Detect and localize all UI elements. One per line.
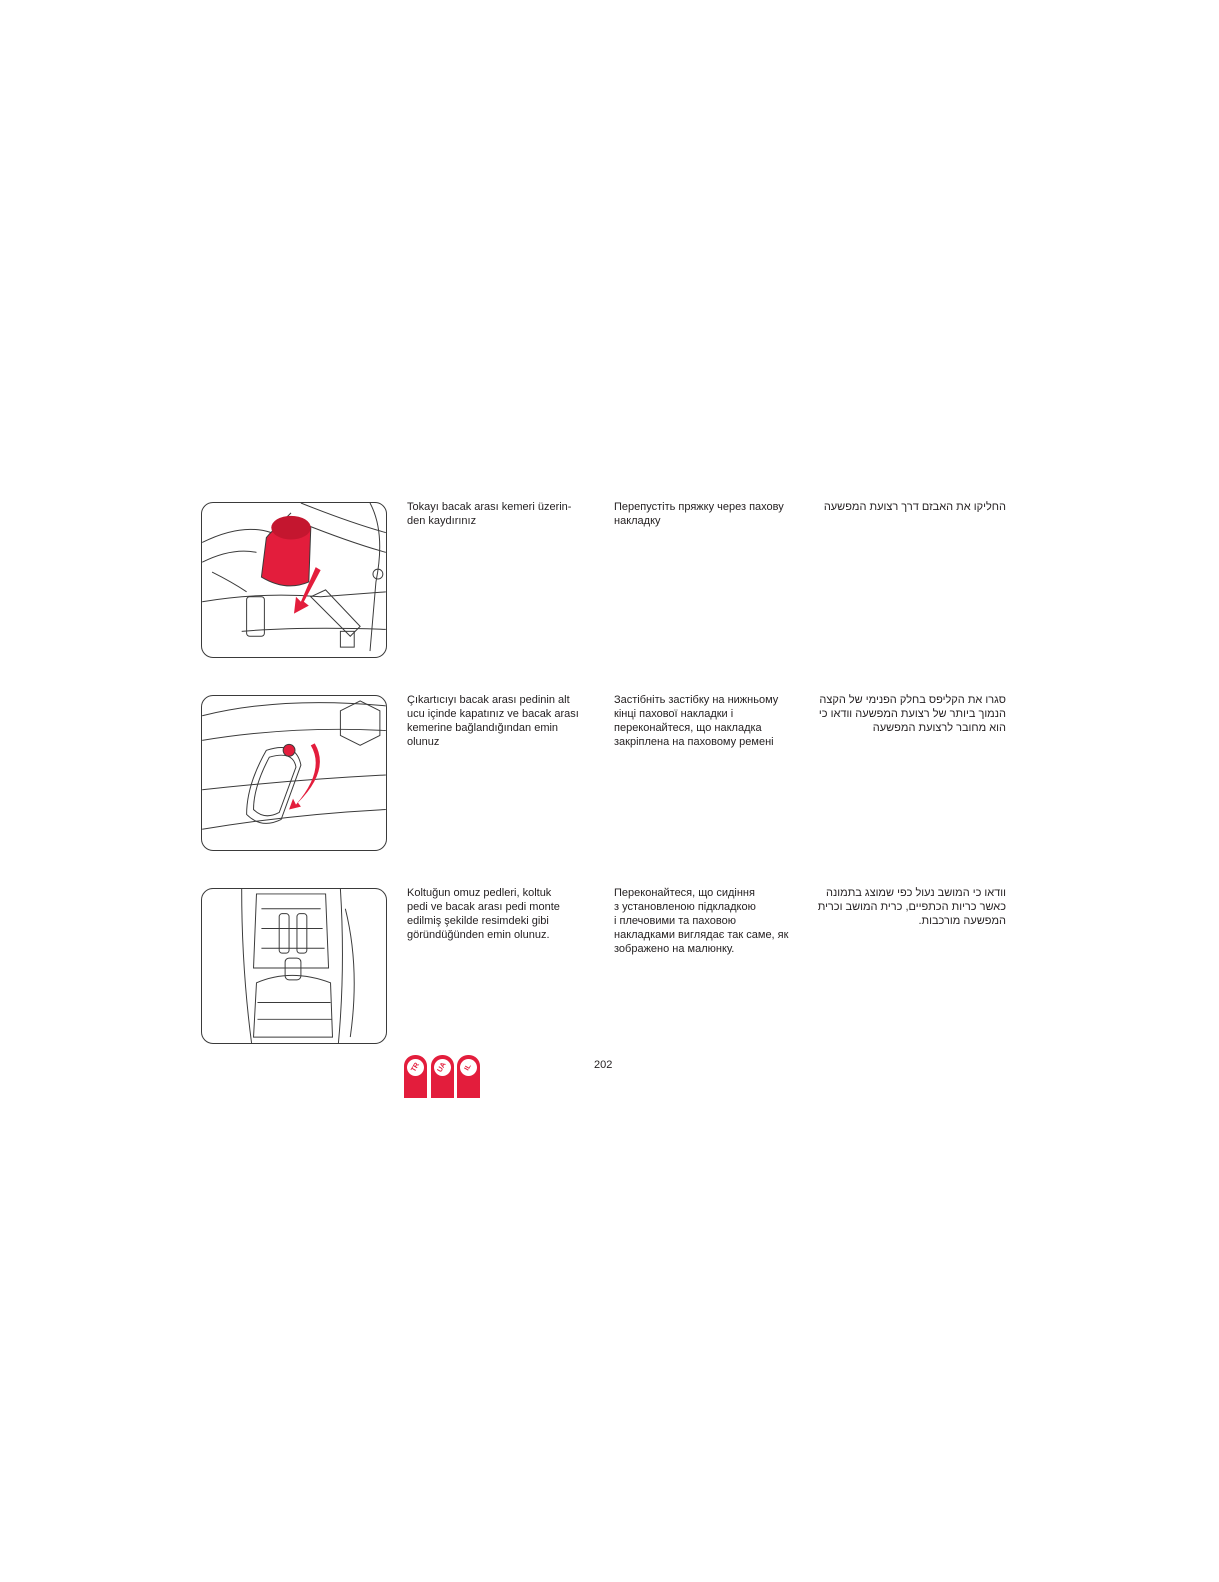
- step2-illustration: [201, 695, 387, 851]
- step1-text-ua: Перепустіть пряжку через пахову накладку: [614, 501, 784, 527]
- language-tab-label: TR: [410, 1061, 421, 1074]
- clip-closing-drawing: [202, 696, 386, 850]
- assembled-seat-drawing: [202, 889, 386, 1043]
- step1-text-il: החליקו את האבזם דרך רצועת המפשעה: [823, 501, 1006, 513]
- language-tab-label: IL: [463, 1063, 474, 1072]
- language-tab-tr: [404, 1055, 427, 1098]
- step3-text-ua: Переконайтеся, що сидіння з установленою підкладкою і плечовими та паховою накладками виглядає так саме, як зображено на малюнку.: [614, 887, 789, 955]
- step1-illustration: [201, 502, 387, 658]
- step1-text-tr: Tokayı bacak arası kemeri üzerin- den kaydırınız: [407, 501, 572, 527]
- step2-text-ua: Застібніть застібку на нижньому кінці пахової накладки і переконайтеся, що накладка закріплена на паховому ремені: [614, 694, 779, 748]
- step3-text-tr: Koltuğun omuz pedleri, koltuk pedi ve bacak arası pedi monte edilmiş şekilde resimdeki gibi göründüğünden emin olunuz.: [407, 887, 560, 941]
- buckle-through-pad-drawing: [202, 503, 386, 657]
- step2-text-il: סגרו את הקליפס בחלק הפנימי של הקצה הנמוך ביותר של רצועת המפשעה וודאו כי הוא מחובר לרצועת המפשעה: [818, 694, 1006, 734]
- language-tab-label: UA: [436, 1061, 449, 1074]
- language-tab-ua: [431, 1055, 454, 1098]
- step2-text-tr: Çıkartıcıyı bacak arası pedinin alt ucu içinde kapatınız ve bacak arası kemerine bağlandığından emin olunuz: [407, 694, 579, 748]
- step3-illustration: [201, 888, 387, 1044]
- language-tab-il: [457, 1055, 480, 1098]
- step3-text-il: וודאו כי המושב נעול כפי שמוצג בתמונה כאשר כריות הכתפיים, כרית המושב וכרית המפשעה מורכבות.: [817, 887, 1006, 927]
- page-number: 202: [594, 1059, 613, 1071]
